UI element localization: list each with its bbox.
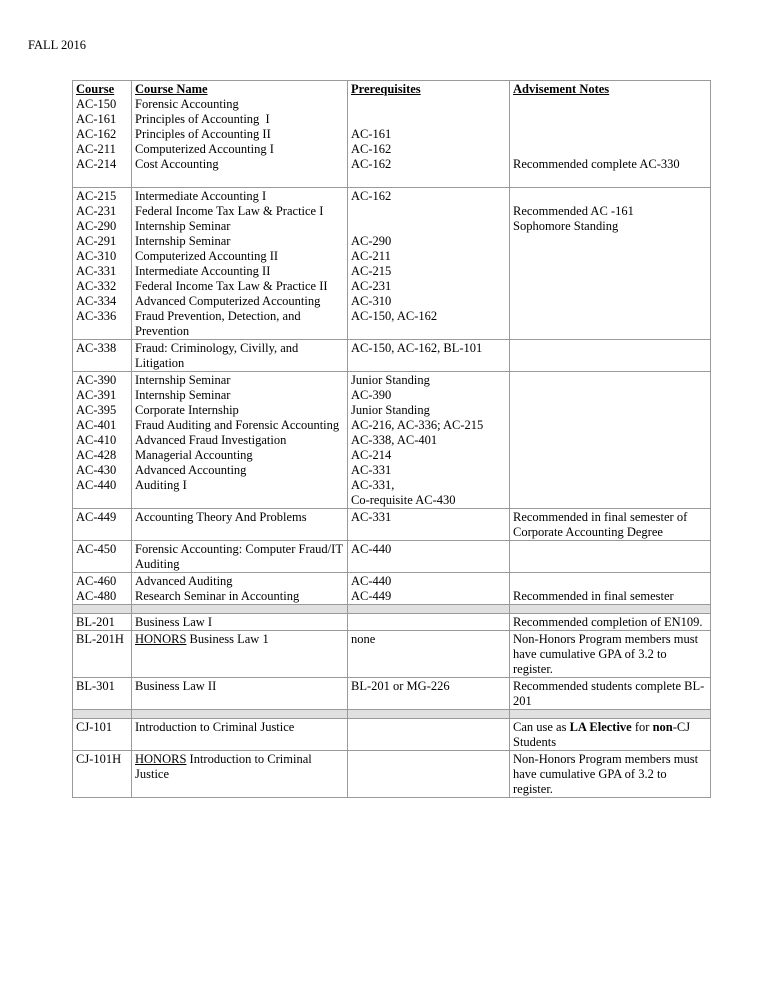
course-code: AC-214 [76,157,117,171]
course-name: Business Law II [132,678,348,710]
course-name: Business Law 1 [186,632,269,646]
course-name: Federal Income Tax Law & Practice II [135,279,328,293]
advisement-note: Recommended AC -161 [513,204,634,218]
course-name: Corporate Internship [135,403,239,417]
advisement-note: Recommended complete AC-330 [513,157,680,171]
course-code: AC-440 [76,478,117,492]
prereq: AC-215 [351,264,392,278]
table-row [73,614,711,631]
course-code: AC-211 [76,142,116,156]
table-row [73,573,711,605]
prereq: AC-331 [348,509,510,541]
table-row [73,541,711,573]
course-name: Intermediate Accounting II [135,264,271,278]
course-code: AC-395 [76,403,117,417]
prereq: Co-requisite AC-430 [351,493,456,507]
prereq: AC-390 [351,388,392,402]
course-code: AC-450 [73,541,132,573]
prereq: AC-338, AC-401 [351,433,438,447]
advisement-note: Recommended completion of EN109. [510,614,711,631]
course-code: BL-301 [73,678,132,710]
prereq [348,614,510,631]
course-name: Principles of Accounting II [135,127,271,141]
course-header: Course [76,82,115,96]
course-name: Auditing I [135,478,187,492]
table-row [73,719,711,751]
honors-label: HONORS [135,632,187,646]
note-text: Can use as [513,720,570,734]
course-name: Internship Seminar [135,388,231,402]
notes-cell [510,573,711,605]
course-name: Fraud Auditing and Forensic Accounting [135,418,340,432]
course-name: Accounting Theory And Problems [132,509,348,541]
prereq: AC-440 [348,541,510,573]
prereq-cell [348,719,510,751]
course-cell [73,372,132,509]
course-name-cell [132,573,348,605]
course-name-cell [132,188,348,340]
course-code: AC-150 [76,97,117,111]
advisement-note: Non-Honors Program members must have cumulative GPA of 3.2 to register. [510,751,711,798]
table-row [73,751,711,798]
course-name: Managerial Accounting [135,448,253,462]
table-row [73,188,711,340]
course-code: AC-331 [76,264,117,278]
section-divider [73,605,711,614]
course-code: AC-336 [76,309,117,323]
note-text: -CJ Students [513,720,691,749]
course-name-cell [132,372,348,509]
course-name: Advanced Auditing [135,574,233,588]
course-name: Fraud Prevention, Detection, and Prevention [135,309,301,338]
course-cell [73,81,132,188]
course-code: AC-428 [76,448,117,462]
course-table [72,80,711,798]
prereq: AC-162 [351,189,392,203]
table-row [73,81,711,188]
course-name: Advanced Fraud Investigation [135,433,287,447]
course-name: Federal Income Tax Law & Practice I [135,204,324,218]
course-name: Business Law I [132,614,348,631]
course-code: AC-430 [76,463,117,477]
course-name: Advanced Computerized Accounting [135,294,321,308]
course-code: AC-332 [76,279,117,293]
course-name: Computerized Accounting II [135,249,279,263]
course-code: AC-410 [76,433,117,447]
prereq: AC-290 [351,234,392,248]
advisement-note: Recommended in final semester [513,589,674,603]
prereq: Junior Standing [351,403,430,417]
advisement-note: Sophomore Standing [513,219,619,233]
course-name: Internship Seminar [135,373,231,387]
course-code: AC-390 [76,373,117,387]
prereq: AC-331, [351,478,395,492]
course-name: Principles of Accounting I [135,112,270,126]
course-code: CJ-101 [73,719,132,751]
course-name: Internship Seminar [135,219,231,233]
course-name: Cost Accounting [135,157,219,171]
course-code: CJ-101H [73,751,132,798]
course-code: AC-460 [76,574,117,588]
prereq: none [348,631,510,678]
course-code: AC-161 [76,112,117,126]
note-emphasis: LA Elective [569,720,632,734]
course-code: AC-231 [76,204,117,218]
table-row [73,372,711,509]
section-divider [73,710,711,719]
prereq-header: Prerequisites [351,82,421,96]
course-name-cell [132,751,348,798]
course-name-cell [132,631,348,678]
course-name: Forensic Accounting [135,97,239,111]
course-code: AC-290 [76,219,117,233]
prereq: BL-201 or MG-226 [348,678,510,710]
prereq: AC-162 [351,142,392,156]
prereq: AC-310 [351,294,392,308]
table-row [73,509,711,541]
prereq: AC-216, AC-336; AC-215 [351,418,484,432]
course-name-header: Course Name [135,82,208,96]
course-cell [73,573,132,605]
course-code: AC-338 [73,340,132,372]
prereq: AC-214 [351,448,392,462]
prereq-cell [348,751,510,798]
notes-cell [510,188,711,340]
course-code: AC-449 [73,509,132,541]
course-name: Internship Seminar [135,234,231,248]
course-code: AC-215 [76,189,117,203]
prereq: Junior Standing [351,373,430,387]
course-code: AC-310 [76,249,117,263]
course-name: Fraud: Criminology, Civilly, and Litigation [132,340,348,372]
prereq: AC-150, AC-162, BL-101 [348,340,510,372]
table-row [73,631,711,678]
course-name-cell [132,81,348,188]
advisement-note: Recommended in final semester of Corporate Accounting Degree [510,509,711,541]
prereq: AC-161 [351,127,392,141]
course-name: Research Seminar in Accounting [135,589,300,603]
course-name: Introduction to Criminal Justice [135,752,312,781]
course-code: AC-480 [76,589,117,603]
note-emphasis: non [652,720,673,734]
course-code: AC-391 [76,388,117,402]
prereq: AC-449 [351,589,392,603]
course-cell [73,188,132,340]
course-code: AC-162 [76,127,117,141]
table-row [73,340,711,372]
prereq: AC-440 [351,574,392,588]
advisement-note [510,719,711,751]
course-name: Forensic Accounting: Computer Fraud/IT Auditing [132,541,348,573]
notes-header: Advisement Notes [513,82,610,96]
course-name: Computerized Accounting I [135,142,274,156]
prereq: AC-231 [351,279,392,293]
notes-cell [510,372,711,509]
advisement-note: Non-Honors Program members must have cumulative GPA of 3.2 to register. [510,631,711,678]
course-code: BL-201H [73,631,132,678]
prereq: AC-211 [351,249,391,263]
note-text: for [631,720,653,734]
course-name: Introduction to Criminal Justice [132,719,348,751]
prereq: AC-331 [351,463,392,477]
course-code: AC-334 [76,294,117,308]
notes-cell [510,81,711,188]
course-name: Intermediate Accounting I [135,189,267,203]
table-row [73,678,711,710]
honors-label: HONORS [135,752,187,766]
prereq-cell [348,573,510,605]
prereq: AC-162 [351,157,392,171]
prereq-cell [348,81,510,188]
course-code: AC-291 [76,234,117,248]
course-code: BL-201 [73,614,132,631]
advisement-note: Recommended students complete BL-201 [510,678,711,710]
course-name: Advanced Accounting [135,463,247,477]
course-code: AC-401 [76,418,117,432]
notes-cell [510,340,711,372]
prereq-cell [348,188,510,340]
prereq: AC-150, AC-162 [351,309,438,323]
page-header: FALL 2016 [28,38,86,52]
notes-cell [510,541,711,573]
prereq-cell [348,372,510,509]
